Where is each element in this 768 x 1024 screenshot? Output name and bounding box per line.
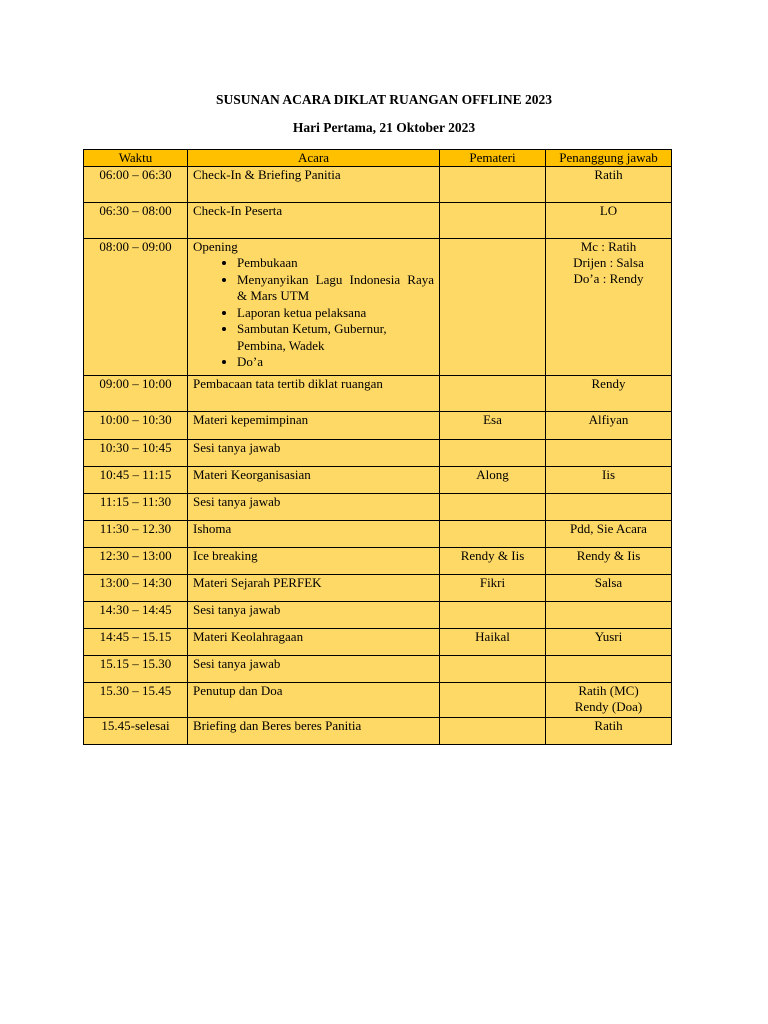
cell-waktu: 11:15 – 11:30 bbox=[84, 494, 188, 521]
pj-line: Drijen : Salsa bbox=[573, 255, 644, 270]
cell-acara: Briefing dan Beres beres Panitia bbox=[188, 718, 440, 745]
table-row bbox=[84, 548, 672, 575]
cell-penanggung-jawab bbox=[546, 203, 672, 239]
header-waktu: Waktu bbox=[84, 150, 188, 167]
cell-pemateri bbox=[440, 376, 546, 412]
cell-pemateri: Along bbox=[440, 467, 546, 494]
pj-line: Rendy bbox=[591, 376, 626, 391]
table-row bbox=[84, 440, 672, 467]
cell-pemateri: Esa bbox=[440, 412, 546, 440]
cell-penanggung-jawab bbox=[546, 548, 672, 575]
cell-acara: Materi kepemimpinan bbox=[188, 412, 440, 440]
cell-waktu: 12:30 – 13:00 bbox=[84, 548, 188, 575]
header-penanggung-jawab: Penanggung jawab bbox=[546, 150, 672, 167]
cell-waktu: 08:00 – 09:00 bbox=[84, 239, 188, 376]
cell-waktu: 06:00 – 06:30 bbox=[84, 167, 188, 203]
table-row bbox=[84, 494, 672, 521]
cell-penanggung-jawab bbox=[546, 718, 672, 745]
table-row bbox=[84, 602, 672, 629]
cell-waktu: 13:00 – 14:30 bbox=[84, 575, 188, 602]
cell-waktu: 10:45 – 11:15 bbox=[84, 467, 188, 494]
cell-waktu: 10:00 – 10:30 bbox=[84, 412, 188, 440]
table-row bbox=[84, 167, 672, 203]
table-row bbox=[84, 575, 672, 602]
header-acara: Acara bbox=[188, 150, 440, 167]
cell-waktu: 15.15 – 15.30 bbox=[84, 656, 188, 683]
table-row bbox=[84, 376, 672, 412]
cell-penanggung-jawab bbox=[546, 575, 672, 602]
cell-penanggung-jawab bbox=[546, 376, 672, 412]
cell-pemateri bbox=[440, 718, 546, 745]
cell-acara: Check-In Peserta bbox=[188, 203, 440, 239]
cell-pemateri bbox=[440, 521, 546, 548]
cell-acara: Pembacaan tata tertib diklat ruangan bbox=[188, 376, 440, 412]
cell-pemateri: Rendy & Iis bbox=[440, 548, 546, 575]
pj-line: Do’a : Rendy bbox=[573, 271, 644, 286]
table-row bbox=[84, 683, 672, 718]
list-item: • Do’a bbox=[237, 354, 434, 371]
cell-pemateri bbox=[440, 494, 546, 521]
cell-acara bbox=[188, 239, 440, 376]
cell-waktu: 11:30 – 12.30 bbox=[84, 521, 188, 548]
cell-penanggung-jawab bbox=[546, 239, 672, 376]
table-header-row bbox=[84, 150, 672, 167]
pj-line: Ratih bbox=[594, 167, 623, 182]
pj-line: Salsa bbox=[594, 575, 623, 590]
cell-penanggung-jawab bbox=[546, 656, 672, 683]
cell-penanggung-jawab bbox=[546, 521, 672, 548]
cell-pemateri bbox=[440, 656, 546, 683]
cell-penanggung-jawab bbox=[546, 683, 672, 718]
table-row bbox=[84, 629, 672, 656]
cell-acara: Ice breaking bbox=[188, 548, 440, 575]
list-item: • Pembukaan bbox=[237, 255, 434, 272]
cell-acara: Materi Keorganisasian bbox=[188, 467, 440, 494]
cell-waktu: 10:30 – 10:45 bbox=[84, 440, 188, 467]
pj-line: Rendy & Iis bbox=[576, 548, 641, 563]
cell-waktu: 14:30 – 14:45 bbox=[84, 602, 188, 629]
cell-penanggung-jawab bbox=[546, 602, 672, 629]
document-title: SUSUNAN ACARA DIKLAT RUANGAN OFFLINE 2023 bbox=[216, 92, 552, 107]
cell-penanggung-jawab bbox=[546, 412, 672, 440]
opening-items-list bbox=[193, 255, 434, 371]
cell-waktu: 09:00 – 10:00 bbox=[84, 376, 188, 412]
cell-acara: Sesi tanya jawab bbox=[188, 440, 440, 467]
cell-pemateri: Haikal bbox=[440, 629, 546, 656]
pj-line: Mc : Ratih bbox=[580, 239, 637, 254]
cell-pemateri bbox=[440, 239, 546, 376]
cell-acara: Materi Keolahragaan bbox=[188, 629, 440, 656]
table-row bbox=[84, 203, 672, 239]
cell-penanggung-jawab bbox=[546, 494, 672, 521]
pj-line: Ratih bbox=[594, 718, 623, 733]
list-item: • Sambutan Ketum, Gubernur, Pembina, Wadek bbox=[237, 321, 434, 354]
cell-acara: Sesi tanya jawab bbox=[188, 656, 440, 683]
header-pemateri: Pemateri bbox=[440, 150, 546, 167]
table-row bbox=[84, 718, 672, 745]
cell-penanggung-jawab bbox=[546, 467, 672, 494]
acara-opening-title: Opening bbox=[193, 239, 238, 254]
document-subtitle: Hari Pertama, 21 Oktober 2023 bbox=[292, 120, 476, 135]
cell-penanggung-jawab bbox=[546, 440, 672, 467]
cell-acara: Penutup dan Doa bbox=[188, 683, 440, 718]
table-row bbox=[84, 656, 672, 683]
pj-line: Iis bbox=[602, 467, 615, 482]
cell-waktu: 06:30 – 08:00 bbox=[84, 203, 188, 239]
table-row bbox=[84, 467, 672, 494]
list-item: • Menyanyikan Lagu Indonesia Raya & Mars UTM bbox=[237, 272, 434, 305]
pj-line: Alfiyan bbox=[588, 412, 629, 427]
table-row bbox=[84, 239, 672, 376]
cell-waktu: 14:45 – 15.15 bbox=[84, 629, 188, 656]
cell-pemateri: Fikri bbox=[440, 575, 546, 602]
cell-pemateri bbox=[440, 203, 546, 239]
cell-penanggung-jawab bbox=[546, 167, 672, 203]
pj-line: Rendy (Doa) bbox=[574, 699, 643, 714]
pj-line: Yusri bbox=[594, 629, 623, 644]
cell-waktu: 15.30 – 15.45 bbox=[84, 683, 188, 718]
cell-pemateri bbox=[440, 683, 546, 718]
cell-penanggung-jawab bbox=[546, 629, 672, 656]
table-row bbox=[84, 412, 672, 440]
pj-line: Ratih (MC) bbox=[578, 683, 639, 698]
cell-waktu: 15.45-selesai bbox=[84, 718, 188, 745]
pj-line: LO bbox=[599, 203, 618, 218]
list-item: • Laporan ketua pelaksana bbox=[237, 305, 434, 322]
cell-acara: Check-In & Briefing Panitia bbox=[188, 167, 440, 203]
cell-acara: Sesi tanya jawab bbox=[188, 494, 440, 521]
table-row bbox=[84, 521, 672, 548]
schedule-table bbox=[83, 149, 672, 745]
cell-pemateri bbox=[440, 440, 546, 467]
cell-acara: Ishoma bbox=[188, 521, 440, 548]
cell-pemateri bbox=[440, 167, 546, 203]
cell-acara: Materi Sejarah PERFEK bbox=[188, 575, 440, 602]
cell-pemateri bbox=[440, 602, 546, 629]
cell-acara: Sesi tanya jawab bbox=[188, 602, 440, 629]
pj-line: Pdd, Sie Acara bbox=[570, 521, 647, 536]
